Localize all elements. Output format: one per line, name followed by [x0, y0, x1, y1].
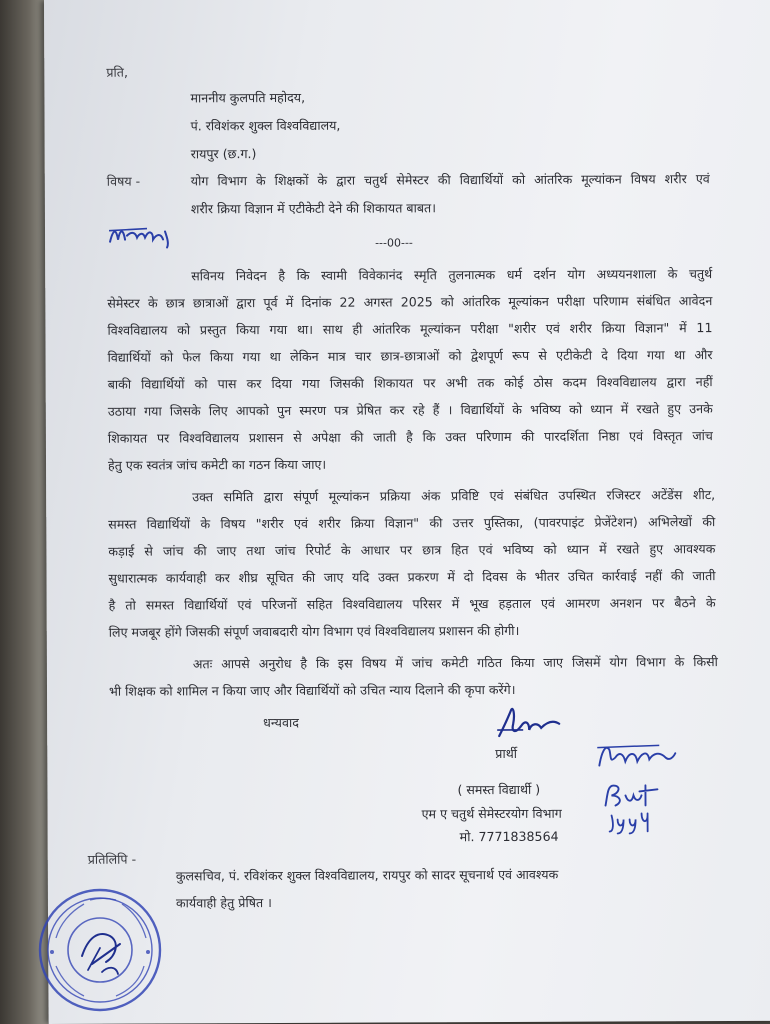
- paragraph-line: सेमेस्टर के छात्र छात्राओं द्वारा पूर्व में दिनांक 22 अगस्त 2025 को आंतरिक मूल्यांकन परीक्षा परिणाम संबंधित आवेदन: [107, 293, 713, 311]
- paragraph-line: विश्वविद्यालय को प्रस्तुत किया गया था। साथ ही आंतरिक मूल्यांकन परीक्षा "शरीर एवं शरीर क्रिया विज्ञान" में 11: [107, 320, 713, 338]
- paragraph-line: शिकायत पर विश्वविद्यालय प्रशासन से अपेक्षा की जाती है कि उक्त परिणाम की पारदर्शिता निष्ठा एवं विस्तृत जांच: [107, 428, 713, 446]
- applicant-label: प्रार्थी: [495, 745, 518, 762]
- paragraph-line: भी शिक्षक को शामिल न किया जाए और विद्यार्थियों को उचित न्याय दिलाने की कृपा करेंगे।: [108, 681, 516, 699]
- paragraph-line: समस्त विद्यार्थियों के विषय "शरीर एवं शरीर क्रिया विज्ञान" की उत्तर पुस्तिका, (पावरपाइंट प्रेजेंटेशन) अभिलेखों की: [108, 514, 716, 532]
- paragraph-line: सुधारात्मक कार्यवाही कर शीघ्र सूचित की जाए यदि उक्त प्रकरण में दो दिवस के भीतर उचित कार्रवाई नहीं की जाती: [108, 568, 716, 586]
- student-signature: [595, 735, 677, 779]
- paragraph-line: हेतु एक स्वतंत्र जांच कमेटी का गठन किया जाए।: [107, 456, 327, 473]
- student-signature: [608, 807, 658, 839]
- receipt-seal-stamp: [36, 886, 164, 1014]
- paragraph-line: सविनय निवेदन है कि स्वामी विवेकानंद स्मृति तुलनात्मक धर्म दर्शन योग अध्ययनशाला के चतुर्थ: [191, 266, 713, 284]
- letter-page: [44, 0, 770, 1024]
- copy-label: प्रतिलिपि -: [87, 851, 137, 867]
- subject-label: विषय -: [106, 173, 141, 189]
- paragraph-line: उठाया गया जिसके लिए आपको पुन स्मरण पत्र प्रेषित कर रहे हैं । विद्यार्थियों के भविष्य को ध्यान में रखते हुए उनके: [107, 401, 713, 419]
- thanks-text: धन्यवाद: [263, 714, 299, 731]
- paragraph-line: बाकी विद्यार्थियों को पास कर दिया गया जिसकी शिकायत पर अभी तक कोई ठोस कदम विश्वविद्यालय द्वारा नहीं: [107, 374, 713, 392]
- paragraph-line: लिए मजबूर होंगे जिसकी संपूर्ण जवाबदारी योग विभाग एवं विश्वविद्यालय प्रशासन की होगी।: [108, 622, 520, 640]
- signatory-group: ( समस्त विद्यार्थी ): [457, 781, 541, 798]
- addressee-line: पं. रविशंकर शुक्ल विश्वविद्यालय,: [190, 117, 341, 134]
- subject-line: शरीर क्रिया विज्ञान में एटीकेटी देने की शिकायत बाबत।: [190, 200, 437, 217]
- subject-line: योग विभाग के शिक्षकों के द्वारा चतुर्थ सेमेस्टर की विद्यार्थियों को आंतरिक मूल्यांकन विषय शरीर एवं: [190, 171, 710, 189]
- paragraph-line: है तो समस्त विद्यार्थियों एवं परिजनों सहित विश्वविद्यालय परिसर में भूख हड़ताल एवं आमरण अनशन पर बैठने के: [108, 595, 716, 613]
- copy-line: कार्यवाही हेतु प्रेषित ।: [175, 895, 272, 911]
- applicant-signature: [493, 700, 565, 748]
- paragraph-line: कड़ाई से जांच की जाए तथा जांच रिपोर्ट के आधार पर छात्र हित एवं भविष्य को ध्यान में रखते हुए आवश्यक: [108, 541, 716, 559]
- prati-label: प्रति,: [106, 64, 128, 80]
- paragraph-line: उक्त समिति द्वारा संपूर्ण मूल्यांकन प्रक्रिया अंक प्रविष्टि एवं संबंधित उपस्थित रजिस्टर अटेंडेंस शीट,: [192, 487, 716, 505]
- signatory-dept: एम ए चतुर्थ सेमेस्टरयोग विभाग: [421, 805, 562, 822]
- desk-background: [0, 0, 48, 1024]
- paragraph-line: अतः आपसे अनुरोध है कि इस विषय में जांच कमेटी गठित किया जाए जिसमें योग विभाग के किसी: [192, 654, 718, 672]
- addressee-line: रायपुर (छ.ग.): [190, 146, 257, 162]
- handwritten-salutation: [107, 221, 177, 253]
- paragraph-line: विद्यार्थियों को फेल किया गया था लेकिन मात्र चार छात्र-छात्राओं को द्वेशपूर्ण रूप से एटीकेटी दे दिया गया था और: [107, 347, 713, 365]
- copy-line: कुलसचिव, पं. रविशंकर शुक्ल विश्वविद्यालय, रायपुर को सादर सूचनार्थ एवं आवश्यक: [175, 866, 559, 884]
- separator: ---00---: [375, 236, 413, 250]
- signatory-mobile: मो. 7771838564: [459, 828, 559, 845]
- addressee-line: माननीय कुलपति महोदय,: [190, 89, 306, 106]
